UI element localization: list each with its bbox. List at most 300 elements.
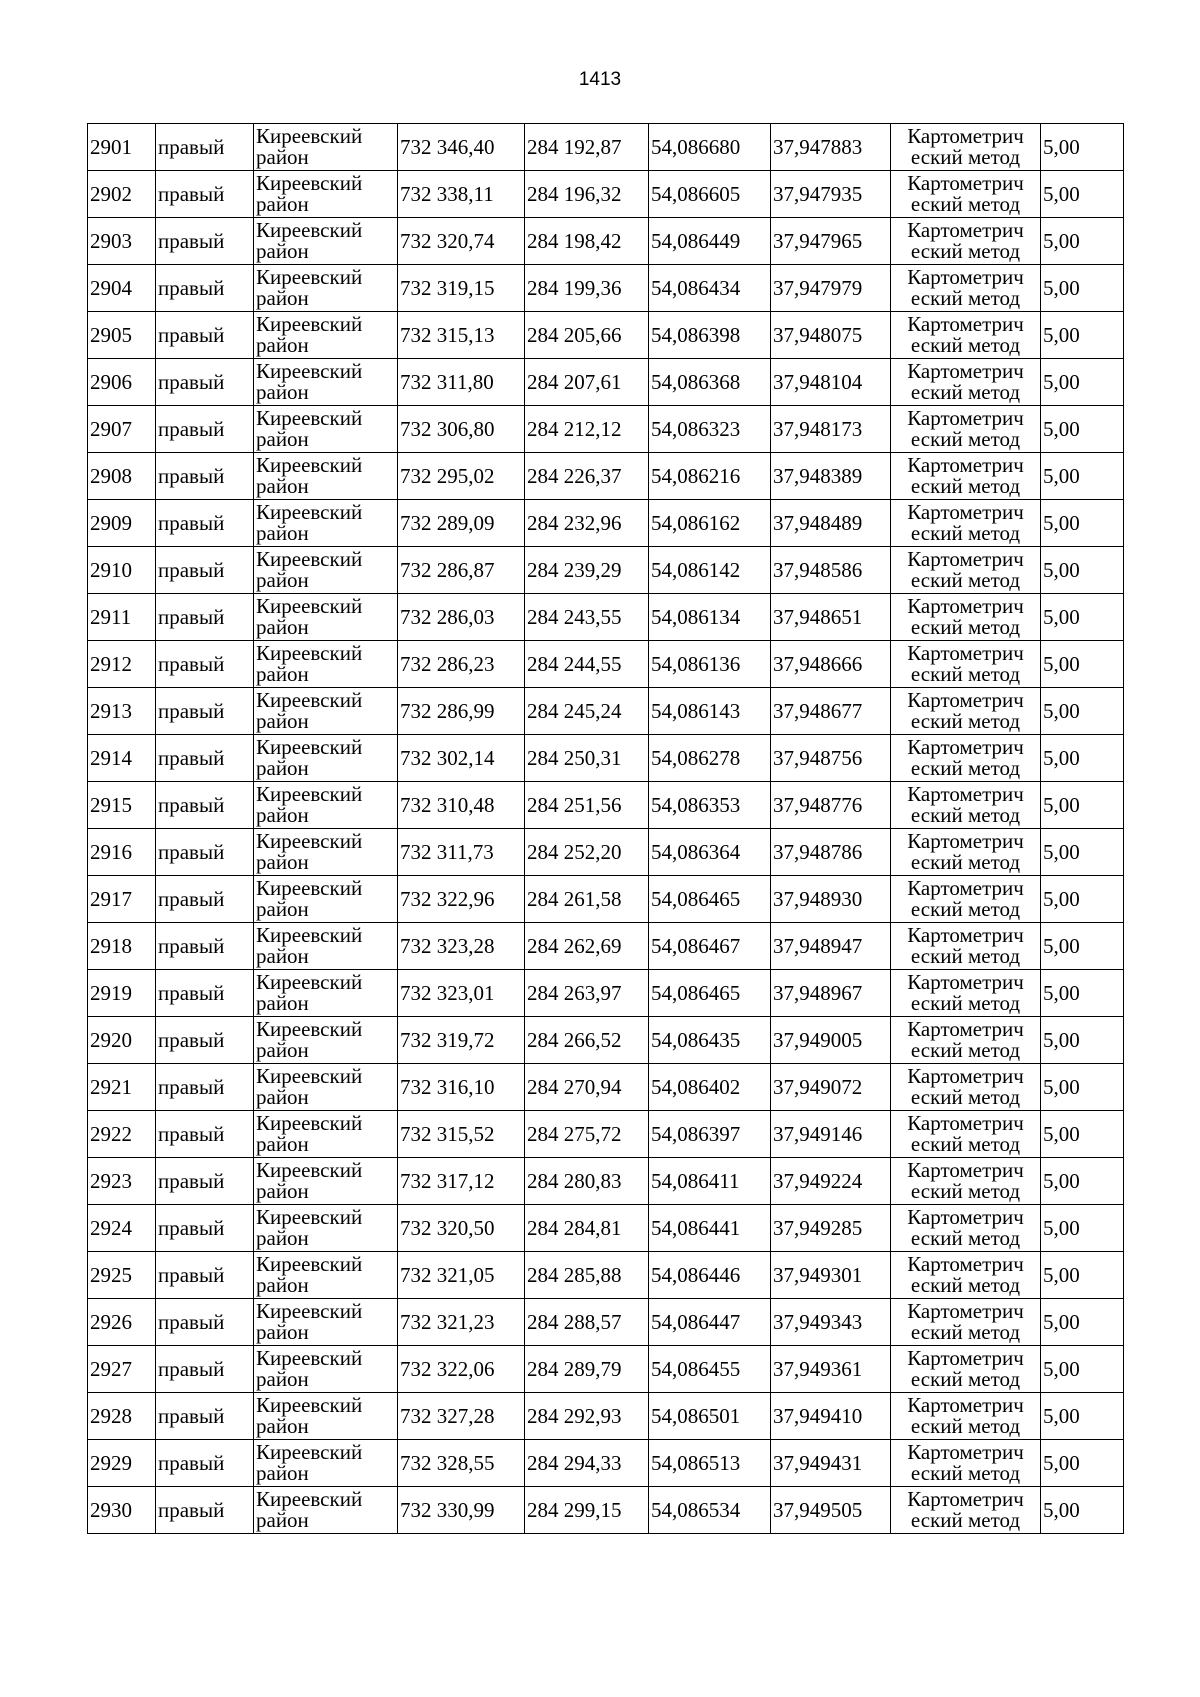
method-line: Картометрич <box>907 1487 1024 1511</box>
y-coordinate: 284 192,87 <box>527 134 622 159</box>
latitude: 54,086143 <box>651 698 741 723</box>
x-coordinate-cell <box>398 1252 525 1299</box>
longitude: 37,948489 <box>773 510 863 535</box>
longitude-cell <box>771 265 891 312</box>
y-coordinate-cell <box>525 265 649 312</box>
method-line: еский метод <box>910 1508 1021 1532</box>
district-cell <box>254 171 398 218</box>
district-line: район <box>256 1038 309 1062</box>
method-line: еский метод <box>910 333 1021 357</box>
longitude: 37,947883 <box>773 134 863 159</box>
method-cell <box>891 1440 1041 1487</box>
side: правый <box>158 980 225 1005</box>
point-number-cell <box>88 547 156 594</box>
y-coordinate-cell <box>525 829 649 876</box>
table-row <box>88 1487 1124 1534</box>
side-cell <box>156 359 254 406</box>
method-line: еский метод <box>910 709 1021 733</box>
x-coordinate-cell <box>398 1346 525 1393</box>
accuracy: 5,00 <box>1043 1497 1080 1522</box>
district-line: Киреевский <box>256 876 363 900</box>
point-number: 2923 <box>90 1168 132 1193</box>
method-line: Картометрич <box>907 1111 1024 1135</box>
accuracy-cell <box>1041 1393 1124 1440</box>
accuracy-cell <box>1041 735 1124 782</box>
method-cell <box>891 1158 1041 1205</box>
longitude: 37,947979 <box>773 275 863 300</box>
accuracy: 5,00 <box>1043 134 1080 159</box>
y-coordinate: 284 266,52 <box>527 1027 622 1052</box>
district-cell <box>254 1393 398 1440</box>
method-line: еский метод <box>910 991 1021 1015</box>
side: правый <box>158 463 225 488</box>
x-coordinate: 732 323,01 <box>400 980 495 1005</box>
method-cell <box>891 547 1041 594</box>
accuracy: 5,00 <box>1043 275 1080 300</box>
latitude: 54,086449 <box>651 228 741 253</box>
x-coordinate-cell <box>398 829 525 876</box>
side-cell <box>156 500 254 547</box>
method-line: еский метод <box>910 1132 1021 1156</box>
method-line: Картометрич <box>907 171 1024 195</box>
side: правый <box>158 228 225 253</box>
point-number-cell <box>88 171 156 218</box>
y-coordinate-cell <box>525 876 649 923</box>
longitude: 37,948756 <box>773 745 863 770</box>
latitude: 54,086364 <box>651 839 741 864</box>
latitude: 54,086353 <box>651 792 741 817</box>
accuracy-cell <box>1041 641 1124 688</box>
method-line: Картометрич <box>907 782 1024 806</box>
accuracy-cell <box>1041 1252 1124 1299</box>
coordinates-table <box>87 123 1124 1534</box>
method-cell <box>891 1205 1041 1252</box>
longitude-cell <box>771 500 891 547</box>
district-line: Киреевский <box>256 1487 363 1511</box>
method-line: Картометрич <box>907 1346 1024 1370</box>
district-line: Киреевский <box>256 265 363 289</box>
point-number: 2918 <box>90 933 132 958</box>
y-coordinate: 284 226,37 <box>527 463 622 488</box>
accuracy: 5,00 <box>1043 1262 1080 1287</box>
accuracy-cell <box>1041 1064 1124 1111</box>
district-cell <box>254 782 398 829</box>
longitude-cell <box>771 876 891 923</box>
latitude: 54,086465 <box>651 980 741 1005</box>
accuracy: 5,00 <box>1043 1121 1080 1146</box>
side: правый <box>158 510 225 535</box>
district-cell <box>254 312 398 359</box>
y-coordinate: 284 239,29 <box>527 557 622 582</box>
point-number-cell <box>88 688 156 735</box>
method-line: еский метод <box>910 286 1021 310</box>
district-cell <box>254 265 398 312</box>
district-line: Киреевский <box>256 124 363 148</box>
table-row <box>88 876 1124 923</box>
table-row <box>88 1440 1124 1487</box>
x-coordinate-cell <box>398 312 525 359</box>
accuracy: 5,00 <box>1043 839 1080 864</box>
method-cell <box>891 218 1041 265</box>
x-coordinate-cell <box>398 594 525 641</box>
longitude: 37,948651 <box>773 604 863 629</box>
side-cell <box>156 641 254 688</box>
side: правый <box>158 792 225 817</box>
method-line: Картометрич <box>907 735 1024 759</box>
side-cell <box>156 829 254 876</box>
y-coordinate: 284 196,32 <box>527 181 622 206</box>
y-coordinate: 284 275,72 <box>527 1121 622 1146</box>
district-cell <box>254 406 398 453</box>
longitude-cell <box>771 1299 891 1346</box>
point-number: 2913 <box>90 698 132 723</box>
x-coordinate: 732 327,28 <box>400 1403 495 1428</box>
x-coordinate-cell <box>398 171 525 218</box>
accuracy: 5,00 <box>1043 933 1080 958</box>
district-line: Киреевский <box>256 359 363 383</box>
method-line: Картометрич <box>907 1252 1024 1276</box>
side-cell <box>156 923 254 970</box>
latitude-cell <box>649 1393 771 1440</box>
y-coordinate-cell <box>525 218 649 265</box>
latitude-cell <box>649 500 771 547</box>
side: правый <box>158 933 225 958</box>
y-coordinate-cell <box>525 923 649 970</box>
y-coordinate-cell <box>525 312 649 359</box>
accuracy-cell <box>1041 171 1124 218</box>
latitude: 54,086398 <box>651 322 741 347</box>
side: правый <box>158 1121 225 1146</box>
y-coordinate: 284 299,15 <box>527 1497 622 1522</box>
side: правый <box>158 557 225 582</box>
method-line: Картометрич <box>907 1158 1024 1182</box>
point-number-cell <box>88 782 156 829</box>
x-coordinate: 732 306,80 <box>400 416 495 441</box>
method-line: еский метод <box>910 803 1021 827</box>
side-cell <box>156 1205 254 1252</box>
method-line: Картометрич <box>907 500 1024 524</box>
y-coordinate-cell <box>525 1158 649 1205</box>
longitude-cell <box>771 406 891 453</box>
x-coordinate: 732 286,23 <box>400 651 495 676</box>
method-line: еский метод <box>910 1320 1021 1344</box>
method-cell <box>891 1252 1041 1299</box>
method-cell <box>891 1299 1041 1346</box>
latitude-cell <box>649 547 771 594</box>
side-cell <box>156 876 254 923</box>
y-coordinate-cell <box>525 1393 649 1440</box>
latitude-cell <box>649 1487 771 1534</box>
x-coordinate-cell <box>398 547 525 594</box>
district-line: район <box>256 239 309 263</box>
district-cell <box>254 1064 398 1111</box>
table-row <box>88 1064 1124 1111</box>
table-row <box>88 1111 1124 1158</box>
method-cell <box>891 359 1041 406</box>
district-cell <box>254 970 398 1017</box>
longitude-cell <box>771 970 891 1017</box>
method-line: Картометрич <box>907 923 1024 947</box>
y-coordinate: 284 270,94 <box>527 1074 622 1099</box>
side: правый <box>158 1356 225 1381</box>
district-line: район <box>256 709 309 733</box>
side-cell <box>156 547 254 594</box>
point-number: 2907 <box>90 416 132 441</box>
accuracy-cell <box>1041 1440 1124 1487</box>
accuracy: 5,00 <box>1043 416 1080 441</box>
latitude-cell <box>649 688 771 735</box>
point-number-cell <box>88 641 156 688</box>
accuracy: 5,00 <box>1043 1309 1080 1334</box>
y-coordinate-cell <box>525 1205 649 1252</box>
y-coordinate: 284 243,55 <box>527 604 622 629</box>
latitude-cell <box>649 218 771 265</box>
district-line: район <box>256 380 309 404</box>
latitude-cell <box>649 406 771 453</box>
table-row <box>88 1393 1124 1440</box>
side-cell <box>156 1393 254 1440</box>
x-coordinate: 732 286,99 <box>400 698 495 723</box>
accuracy: 5,00 <box>1043 1403 1080 1428</box>
x-coordinate-cell <box>398 1487 525 1534</box>
accuracy: 5,00 <box>1043 792 1080 817</box>
y-coordinate: 284 250,31 <box>527 745 622 770</box>
latitude: 54,086455 <box>651 1356 741 1381</box>
accuracy-cell <box>1041 547 1124 594</box>
accuracy: 5,00 <box>1043 369 1080 394</box>
longitude: 37,948173 <box>773 416 863 441</box>
accuracy-cell <box>1041 782 1124 829</box>
latitude-cell <box>649 970 771 1017</box>
accuracy: 5,00 <box>1043 1074 1080 1099</box>
x-coordinate: 732 328,55 <box>400 1450 495 1475</box>
accuracy-cell <box>1041 1111 1124 1158</box>
method-cell <box>891 500 1041 547</box>
side: правый <box>158 1027 225 1052</box>
page-number: 1413 <box>578 69 622 90</box>
district-line: район <box>256 1367 309 1391</box>
method-line: Картометрич <box>907 1064 1024 1088</box>
x-coordinate-cell <box>398 1393 525 1440</box>
side-cell <box>156 1440 254 1487</box>
longitude: 37,949005 <box>773 1027 863 1052</box>
district-line: Киреевский <box>256 500 363 524</box>
latitude-cell <box>649 453 771 500</box>
method-cell <box>891 1487 1041 1534</box>
point-number: 2904 <box>90 275 132 300</box>
latitude-cell <box>649 1064 771 1111</box>
latitude: 54,086142 <box>651 557 741 582</box>
method-cell <box>891 406 1041 453</box>
accuracy: 5,00 <box>1043 745 1080 770</box>
point-number-cell <box>88 735 156 782</box>
side-cell <box>156 171 254 218</box>
point-number: 2917 <box>90 886 132 911</box>
latitude: 54,086162 <box>651 510 741 535</box>
y-coordinate: 284 292,93 <box>527 1403 622 1428</box>
y-coordinate: 284 285,88 <box>527 1262 622 1287</box>
method-cell <box>891 641 1041 688</box>
longitude: 37,949343 <box>773 1309 863 1334</box>
point-number: 2922 <box>90 1121 132 1146</box>
x-coordinate: 732 346,40 <box>400 134 495 159</box>
side-cell <box>156 1299 254 1346</box>
side-cell <box>156 970 254 1017</box>
district-line: Киреевский <box>256 1299 363 1323</box>
method-cell <box>891 876 1041 923</box>
x-coordinate-cell <box>398 1111 525 1158</box>
point-number: 2909 <box>90 510 132 535</box>
longitude: 37,948776 <box>773 792 863 817</box>
point-number: 2920 <box>90 1027 132 1052</box>
method-line: еский метод <box>910 1179 1021 1203</box>
district-cell <box>254 641 398 688</box>
point-number-cell <box>88 1346 156 1393</box>
side: правый <box>158 839 225 864</box>
accuracy-cell <box>1041 124 1124 171</box>
accuracy-cell <box>1041 218 1124 265</box>
latitude: 54,086465 <box>651 886 741 911</box>
y-coordinate: 284 207,61 <box>527 369 622 394</box>
y-coordinate: 284 262,69 <box>527 933 622 958</box>
x-coordinate: 732 319,15 <box>400 275 495 300</box>
method-cell <box>891 1017 1041 1064</box>
longitude-cell <box>771 171 891 218</box>
district-line: Киреевский <box>256 1393 363 1417</box>
longitude: 37,949361 <box>773 1356 863 1381</box>
longitude: 37,948586 <box>773 557 863 582</box>
y-coordinate-cell <box>525 547 649 594</box>
table-row <box>88 1252 1124 1299</box>
method-line: Картометрич <box>907 1440 1024 1464</box>
longitude-cell <box>771 547 891 594</box>
y-coordinate-cell <box>525 1440 649 1487</box>
y-coordinate: 284 288,57 <box>527 1309 622 1334</box>
y-coordinate: 284 212,12 <box>527 416 622 441</box>
method-cell <box>891 735 1041 782</box>
accuracy-cell <box>1041 829 1124 876</box>
x-coordinate: 732 322,06 <box>400 1356 495 1381</box>
x-coordinate: 732 319,72 <box>400 1027 495 1052</box>
side: правый <box>158 698 225 723</box>
side: правый <box>158 369 225 394</box>
x-coordinate-cell <box>398 735 525 782</box>
point-number: 2928 <box>90 1403 132 1428</box>
method-cell <box>891 453 1041 500</box>
latitude-cell <box>649 1440 771 1487</box>
x-coordinate-cell <box>398 265 525 312</box>
x-coordinate: 732 310,48 <box>400 792 495 817</box>
method-line: Картометрич <box>907 829 1024 853</box>
district-cell <box>254 1111 398 1158</box>
point-number-cell <box>88 1205 156 1252</box>
district-cell <box>254 359 398 406</box>
longitude: 37,948947 <box>773 933 863 958</box>
y-coordinate-cell <box>525 359 649 406</box>
method-line: еский метод <box>910 1085 1021 1109</box>
method-cell <box>891 1111 1041 1158</box>
accuracy: 5,00 <box>1043 463 1080 488</box>
district-cell <box>254 1440 398 1487</box>
point-number: 2914 <box>90 745 132 770</box>
accuracy: 5,00 <box>1043 1168 1080 1193</box>
method-cell <box>891 1346 1041 1393</box>
side-cell <box>156 1346 254 1393</box>
district-line: район <box>256 521 309 545</box>
accuracy-cell <box>1041 923 1124 970</box>
method-cell <box>891 171 1041 218</box>
table-row <box>88 1017 1124 1064</box>
accuracy: 5,00 <box>1043 1215 1080 1240</box>
district-line: Киреевский <box>256 1440 363 1464</box>
longitude-cell <box>771 1393 891 1440</box>
accuracy-cell <box>1041 688 1124 735</box>
longitude-cell <box>771 312 891 359</box>
point-number: 2910 <box>90 557 132 582</box>
table-row <box>88 359 1124 406</box>
district-cell <box>254 1158 398 1205</box>
latitude-cell <box>649 829 771 876</box>
method-cell <box>891 970 1041 1017</box>
method-line: еский метод <box>910 474 1021 498</box>
longitude-cell <box>771 218 891 265</box>
side-cell <box>156 1158 254 1205</box>
table-row <box>88 547 1124 594</box>
point-number-cell <box>88 1440 156 1487</box>
point-number: 2926 <box>90 1309 132 1334</box>
side-cell <box>156 782 254 829</box>
district-line: район <box>256 427 309 451</box>
side: правый <box>158 1215 225 1240</box>
point-number-cell <box>88 594 156 641</box>
latitude: 54,086441 <box>651 1215 741 1240</box>
accuracy: 5,00 <box>1043 557 1080 582</box>
x-coordinate: 732 330,99 <box>400 1497 495 1522</box>
latitude: 54,086216 <box>651 463 741 488</box>
method-cell <box>891 1393 1041 1440</box>
latitude: 54,086397 <box>651 1121 741 1146</box>
latitude: 54,086134 <box>651 604 741 629</box>
x-coordinate: 732 321,23 <box>400 1309 495 1334</box>
longitude: 37,948786 <box>773 839 863 864</box>
method-line: Картометрич <box>907 688 1024 712</box>
district-line: район <box>256 1273 309 1297</box>
district-line: район <box>256 897 309 921</box>
y-coordinate-cell <box>525 453 649 500</box>
latitude-cell <box>649 641 771 688</box>
accuracy-cell <box>1041 1299 1124 1346</box>
table-row <box>88 312 1124 359</box>
latitude: 54,086501 <box>651 1403 741 1428</box>
side: правый <box>158 886 225 911</box>
accuracy-cell <box>1041 359 1124 406</box>
y-coordinate-cell <box>525 1487 649 1534</box>
method-cell <box>891 312 1041 359</box>
district-cell <box>254 218 398 265</box>
latitude: 54,086323 <box>651 416 741 441</box>
x-coordinate: 732 311,80 <box>400 369 494 394</box>
longitude-cell <box>771 1111 891 1158</box>
district-line: Киреевский <box>256 1252 363 1276</box>
point-number: 2912 <box>90 651 132 676</box>
x-coordinate: 732 317,12 <box>400 1168 495 1193</box>
x-coordinate: 732 315,52 <box>400 1121 495 1146</box>
method-line: еский метод <box>910 145 1021 169</box>
y-coordinate: 284 289,79 <box>527 1356 622 1381</box>
longitude-cell <box>771 1064 891 1111</box>
district-line: район <box>256 850 309 874</box>
district-cell <box>254 500 398 547</box>
